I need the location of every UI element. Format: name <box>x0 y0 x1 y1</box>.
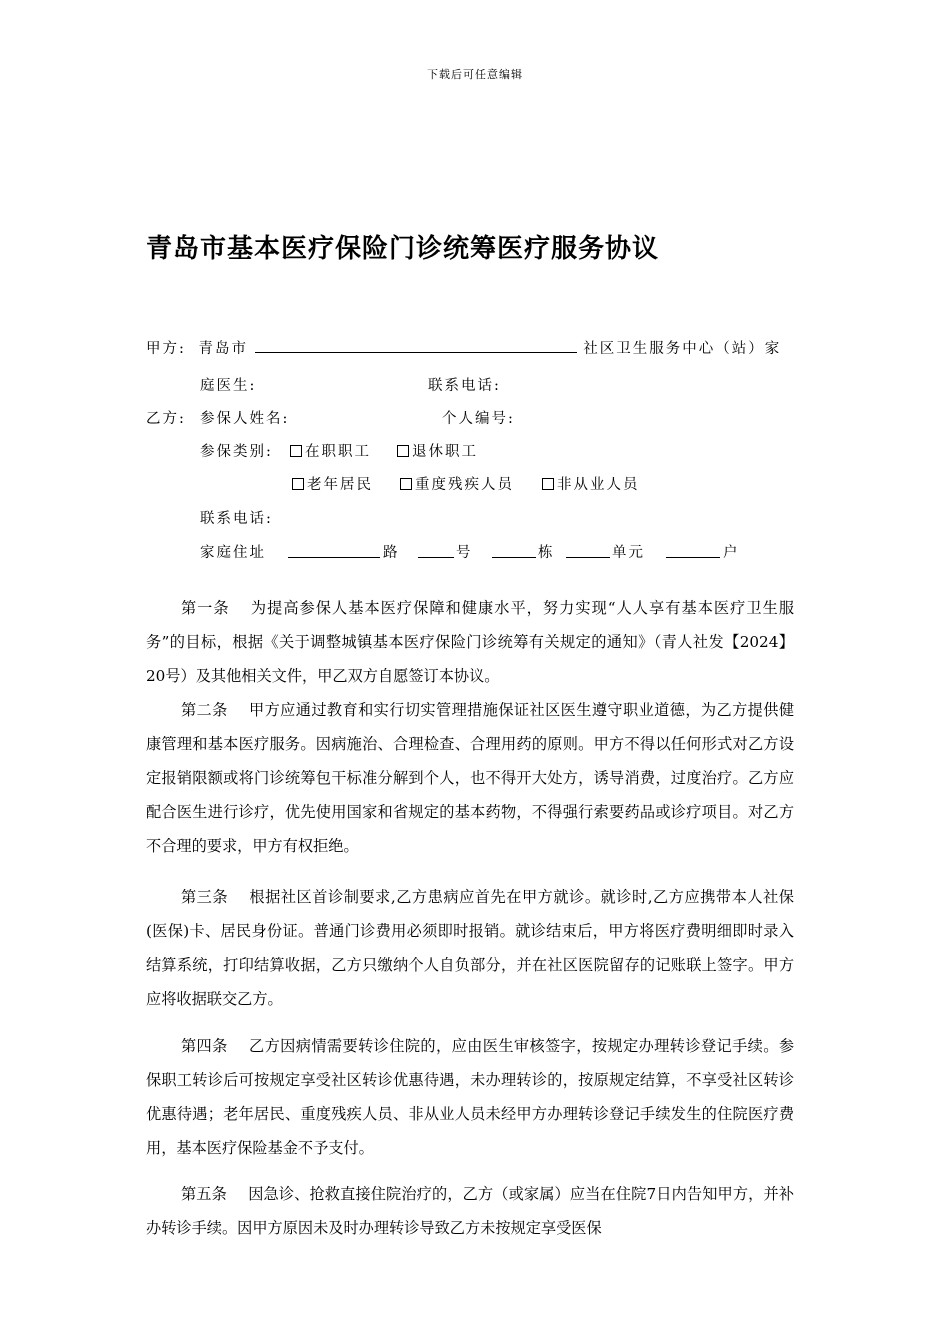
article-4 <box>146 1029 794 1165</box>
checkbox-icon <box>400 478 412 490</box>
road-blank[interactable] <box>288 543 380 558</box>
household-unit: 户 <box>723 545 740 561</box>
road-unit: 路 <box>383 545 400 561</box>
party-a-line <box>146 337 796 358</box>
checkbox-disabled[interactable] <box>400 473 514 494</box>
article-number: 第五条 <box>180 1185 227 1203</box>
article-text: 因急诊、抢救直接住院治疗的，乙方（或家属）应当在住院7日内告知甲方，并补办转诊手续。因甲方原因未及时办理转诊导致乙方未按规定享受医保 <box>146 1185 795 1237</box>
checkbox-icon <box>290 445 302 457</box>
number-unit: 号 <box>456 545 473 561</box>
category-label: 参保类别: <box>200 444 273 460</box>
party-a-city: 青岛市 <box>198 341 248 357</box>
article-number: 第一条 <box>180 599 230 617</box>
center-name-blank[interactable] <box>255 338 577 353</box>
number-blank[interactable] <box>418 543 454 558</box>
checkbox-retired[interactable] <box>397 440 478 461</box>
checkbox-label: 重度残疾人员 <box>415 477 514 493</box>
checkbox-unemployed[interactable] <box>542 473 640 494</box>
article-number: 第四条 <box>180 1037 228 1055</box>
checkbox-icon <box>292 478 304 490</box>
building-blank[interactable] <box>492 543 536 558</box>
insured-name-label: 参保人姓名: <box>200 411 290 427</box>
unit-blank[interactable] <box>566 543 610 558</box>
checkbox-label: 老年居民 <box>307 477 373 493</box>
party-b-line <box>146 407 796 428</box>
checkbox-employed[interactable] <box>290 440 371 461</box>
article-3 <box>146 880 794 1016</box>
checkbox-label: 退休职工 <box>412 444 478 460</box>
article-text: 甲方应通过教育和实行切实管理措施保证社区医生遵守职业道德，为乙方提供健康管理和基本医疗服务。因病施治、合理检查、合理用药的原则。甲方不得以任何形式对乙方设定报销限额或将门诊统筹包干标准分解到个人，也不得开大处方，诱导消费，过度治疗。乙方应配合医生进行诊疗，优先使用国家和省规定的基本药物，不得强行索要药品或诊疗项目。对乙方不合理的要求，甲方有权拒绝。 <box>146 701 795 855</box>
party-b-label: 乙方: <box>146 411 186 427</box>
document-title: 青岛市基本医疗保险门诊统筹医疗服务协议 <box>146 234 660 264</box>
checkbox-icon <box>397 445 409 457</box>
checkbox-label: 非从业人员 <box>557 477 640 493</box>
article-text: 根据社区首诊制要求,乙方患病应首先在甲方就诊。就诊时,乙方应携带本人社保(医保)卡、居民身份证。普通门诊费用必须即时报销。就诊结束后，甲方将医疗费明细即时录入结算系统，打印结算收据，乙方只缴纳个人自负部分，并在社区医院留存的记账联上签字。甲方应将收据联交乙方。 <box>146 888 794 1008</box>
article-text: 为提高参保人基本医疗保障和健康水平，努力实现“人人享有基本医疗卫生服务”的目标，根据《关于调整城镇基本医疗保险门诊统筹有关规定的通知》（青人社发【2024】20号）及其他相关文件，甲乙双方自愿签订本协议。 <box>146 599 795 685</box>
checkbox-icon <box>542 478 554 490</box>
header-note: 下载后可任意编辑 <box>427 68 523 81</box>
checkbox-elderly[interactable] <box>292 473 373 494</box>
party-b-phone-label: 联系电话: <box>200 511 273 527</box>
address-label: 家庭住址 <box>200 545 266 561</box>
unit-unit: 单元 <box>612 545 645 561</box>
checkbox-label: 在职职工 <box>305 444 371 460</box>
article-1 <box>146 591 794 693</box>
personal-id-label: 个人编号: <box>442 411 515 427</box>
article-number: 第二条 <box>180 701 228 719</box>
household-blank[interactable] <box>666 543 720 558</box>
center-suffix: 社区卫生服务中心（站）家 <box>583 341 782 357</box>
building-unit: 栋 <box>538 545 555 561</box>
article-2 <box>146 693 794 863</box>
article-text: 乙方因病情需要转诊住院的，应由医生审核签字，按规定办理转诊登记手续。参保职工转诊后可按规定享受社区转诊优惠待遇，未办理转诊的，按原规定结算，不享受社区转诊优惠待遇；老年居民、重度残疾人员、非从业人员未经甲方办理转诊登记手续发生的住院医疗费用，基本医疗保险基金不予支付。 <box>146 1037 795 1157</box>
article-number: 第三条 <box>180 888 229 906</box>
doctor-label: 庭医生: <box>200 378 257 394</box>
article-5 <box>146 1177 794 1245</box>
party-a-phone-label: 联系电话: <box>428 378 501 394</box>
party-a-label: 甲方: <box>146 341 186 357</box>
